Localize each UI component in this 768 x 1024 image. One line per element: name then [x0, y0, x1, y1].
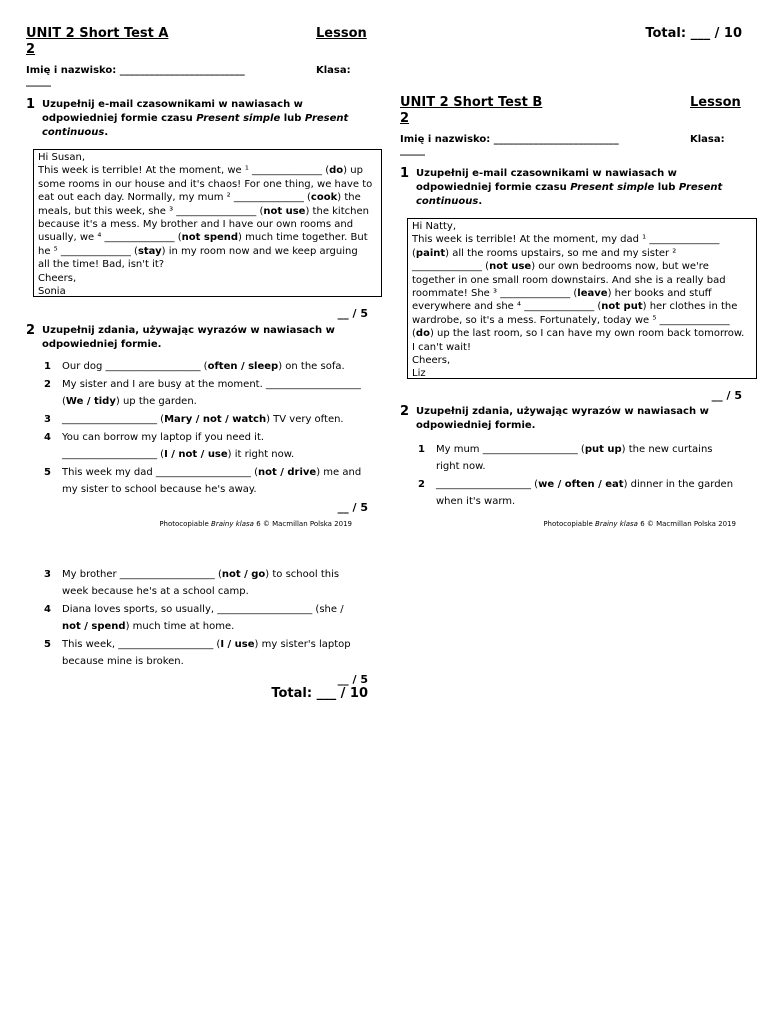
list-item: [418, 441, 748, 475]
verb-hint: not / spend: [62, 621, 126, 632]
list-item: [418, 476, 748, 510]
test-b-footer: [440, 520, 736, 528]
item-text[interactable]: not / spend) much time at home.: [62, 621, 235, 632]
test-a-lesson: Lesson: [316, 26, 367, 41]
item-text[interactable]: My brother ___________________ (not / go) to school this: [62, 569, 340, 580]
verb-hint: put up: [584, 444, 622, 455]
email-line: This week is terrible! At the moment, my dad ¹ ______________: [412, 234, 720, 246]
instruction-tense: Present: [678, 182, 723, 193]
email-line: Liz: [412, 368, 426, 380]
test-a-lesson-number: 2: [26, 42, 36, 57]
item-text[interactable]: (We / tidy) up the garden.: [62, 396, 197, 407]
item-number: 3: [44, 569, 51, 580]
item-text[interactable]: when it's warm.: [436, 496, 516, 507]
test-a-ex1-score: __ / 5: [337, 307, 368, 320]
item-number: 1: [418, 444, 425, 455]
item-text[interactable]: ___________________ (Mary / not / watch) TV very often.: [62, 414, 344, 425]
instruction-line: Uzupełnij e-mail czasownikami w nawiasach w: [416, 168, 677, 179]
verb-hint: I / use: [220, 639, 255, 650]
email-line: eat out each day. Normally, my mum ² ______________ (cook) the: [38, 192, 361, 204]
email-line: some rooms in our house and it's chaos! For one thing, we have to: [38, 178, 373, 190]
book-title: Brainy klasa: [595, 520, 638, 528]
instruction-text: odpowiedniej formie czasu: [416, 182, 571, 193]
list-item: [44, 358, 374, 375]
email-line: all the time! Bad, isn't it?: [38, 259, 165, 271]
verb-hint: stay: [137, 245, 162, 257]
instruction-tense: Present: [304, 113, 349, 124]
list-item: [44, 566, 374, 600]
verb-hint: not / drive: [258, 467, 317, 478]
item-text[interactable]: ___________________ (we / often / eat) dinner in the garden: [436, 479, 734, 490]
instruction-line: [42, 112, 372, 126]
instruction-text: .: [104, 127, 109, 138]
test-a-ex2-number: 2: [26, 323, 36, 338]
instruction-tense: continuous: [42, 127, 105, 138]
verb-hint: We / tidy: [65, 396, 116, 407]
test-a-ex1-instruction: [42, 98, 372, 140]
list-item: [44, 636, 374, 670]
instruction-text: lub: [654, 182, 679, 193]
footer-text: Photocopiable Brainy klasa 6 © Macmillan Polska 2019: [543, 520, 736, 528]
instruction-line: odpowiedniej formie.: [416, 420, 536, 431]
verb-hint: not spend: [181, 232, 239, 244]
email-line: ______________ (not use) our own bedrooms now, but we're: [412, 261, 709, 273]
test-a-title: UNIT 2 Short Test A: [26, 26, 169, 41]
instruction-line: Uzupełnij zdania, używając wyrazów w nawiasach w: [416, 406, 709, 417]
item-number: 4: [44, 604, 51, 615]
item-text[interactable]: right now.: [436, 461, 486, 472]
test-b-name-line: _____: [400, 145, 425, 156]
email-line: roommate! She ³ ______________ (leave) her books and stuff: [412, 288, 712, 300]
instruction-line: Uzupełnij zdania, używając wyrazów w nawiasach w: [42, 325, 335, 336]
email-line: I can't wait!: [412, 341, 471, 353]
item-number: 3: [44, 414, 51, 425]
email-line: (paint) all the rooms upstairs, so me and my sister ²: [412, 247, 677, 259]
item-text[interactable]: my sister to school because he's away.: [62, 484, 257, 495]
verb-hint: cook: [310, 192, 338, 204]
item-number: 5: [44, 467, 51, 478]
continued-total: Total: ___ / 10: [271, 686, 368, 701]
verb-hint: Mary / not / watch: [164, 414, 267, 425]
email-line: Hi Natty,: [412, 221, 457, 232]
verb-hint: we / often / eat: [538, 479, 624, 490]
total-top: Total: ___ / 10: [645, 26, 742, 41]
email-line: Sonia: [38, 286, 66, 298]
email-line: usually, we ⁴ ______________ (not spend) much time together. But: [38, 232, 368, 244]
test-a-ex2-score: __ / 5: [337, 501, 368, 514]
test-a-class-label: Klasa:: [316, 65, 351, 76]
test-a-ex2-instruction: [42, 324, 372, 352]
verb-hint: I / not / use: [164, 449, 228, 460]
test-a-ex1-number: 1: [26, 97, 36, 112]
email-line: Hi Susan,: [38, 152, 86, 163]
item-text[interactable]: This week, ___________________ (I / use) my sister's laptop: [62, 639, 351, 650]
item-number: 1: [44, 361, 51, 372]
list-item: [44, 376, 374, 410]
test-b-ex1-score: __ / 5: [711, 389, 742, 402]
test-b-name-field: Imię i nazwisko: _________________________: [400, 134, 619, 145]
instruction-text: lub: [280, 113, 305, 124]
test-a-name-field: Imię i nazwisko: _________________________: [26, 65, 245, 76]
item-text[interactable]: You can borrow my laptop if you need it.: [62, 432, 265, 443]
verb-hint: paint: [415, 247, 446, 259]
email-line: Cheers,: [412, 355, 451, 367]
verb-hint: do: [415, 328, 430, 340]
list-item: [44, 429, 374, 463]
verb-hint: not use: [263, 205, 306, 217]
item-text[interactable]: because mine is broken.: [62, 656, 184, 667]
verb-hint: do: [329, 165, 344, 177]
list-item: [44, 411, 374, 428]
email-line: (do) up the last room, so I can have my own room back tomorrow.: [412, 328, 745, 340]
email-line: he ⁵ ______________ (stay) in my room now and we keep arguing: [38, 245, 358, 257]
email-line: This week is terrible! At the moment, we ¹ ______________ (do) up: [38, 165, 363, 177]
item-text[interactable]: This week my dad ___________________ (not / drive) me and: [62, 467, 362, 478]
instruction-tense: Present simple: [570, 182, 655, 193]
item-number: 2: [44, 379, 51, 390]
item-number: 5: [44, 639, 51, 650]
test-b-lesson: Lesson: [690, 95, 741, 110]
verb-hint: not put: [601, 301, 643, 313]
item-text[interactable]: week because he's at a school camp.: [62, 586, 249, 597]
book-title: Brainy klasa: [211, 520, 254, 528]
item-number: 2: [418, 479, 425, 490]
instruction-line: Uzupełnij e-mail czasownikami w nawiasach w: [42, 99, 303, 110]
email-line: wardrobe, so it's a mess. Fortunately, today we ⁵ ______________: [412, 314, 730, 326]
test-b-ex2-number: 2: [400, 404, 410, 419]
test-b-lesson-number: 2: [400, 111, 410, 126]
instruction-tense: continuous: [416, 196, 479, 207]
test-b-title: UNIT 2 Short Test B: [400, 95, 543, 110]
instruction-line: odpowiedniej formie.: [42, 339, 162, 350]
email-line: together in one small room downstairs. And she is a really bad: [412, 274, 726, 286]
email-line: because it's a mess. My brother and I have our own rooms and: [38, 219, 354, 231]
verb-hint: often / sleep: [207, 361, 279, 372]
footer-text: Photocopiable Brainy klasa 6 © Macmillan Polska 2019: [159, 520, 352, 528]
item-text[interactable]: Our dog ___________________ (often / sleep) on the sofa.: [62, 361, 345, 372]
list-item: [44, 601, 374, 635]
email-line: everywhere and she ⁴ ______________ (not put) her clothes in the: [412, 301, 738, 313]
test-b-email-box: [407, 218, 757, 379]
test-a-name-line: _____: [26, 76, 51, 87]
test-a-email-box: [33, 149, 382, 297]
email-line: Cheers,: [38, 272, 77, 284]
test-b-ex1-number: 1: [400, 166, 410, 181]
test-b-ex1-instruction: [416, 167, 746, 209]
instruction-line: [42, 126, 372, 140]
item-text[interactable]: ___________________ (I / not / use) it right now.: [62, 449, 295, 460]
instruction-line: [416, 195, 746, 209]
instruction-text: .: [478, 196, 483, 207]
verb-hint: not use: [489, 261, 532, 273]
item-text[interactable]: My mum ___________________ (put up) the new curtains: [436, 444, 713, 455]
verb-hint: not / go: [221, 569, 266, 580]
item-number: 4: [44, 432, 51, 443]
test-b-class-label: Klasa:: [690, 134, 725, 145]
test-a-footer: [60, 520, 352, 528]
instruction-text: odpowiedniej formie czasu: [42, 113, 197, 124]
instruction-line: [416, 181, 746, 195]
continued-score: __ / 5: [337, 673, 368, 686]
test-b-ex2-instruction: [416, 405, 746, 433]
instruction-tense: Present simple: [196, 113, 281, 124]
verb-hint: leave: [577, 288, 608, 300]
email-line: meals, but this week, she ³ ________________ (not use) the kitchen: [38, 205, 369, 217]
item-text[interactable]: Diana loves sports, so usually, ___________________ (she /: [62, 604, 344, 615]
list-item: [44, 464, 374, 498]
item-text[interactable]: My sister and I are busy at the moment. ___________________: [62, 379, 361, 390]
